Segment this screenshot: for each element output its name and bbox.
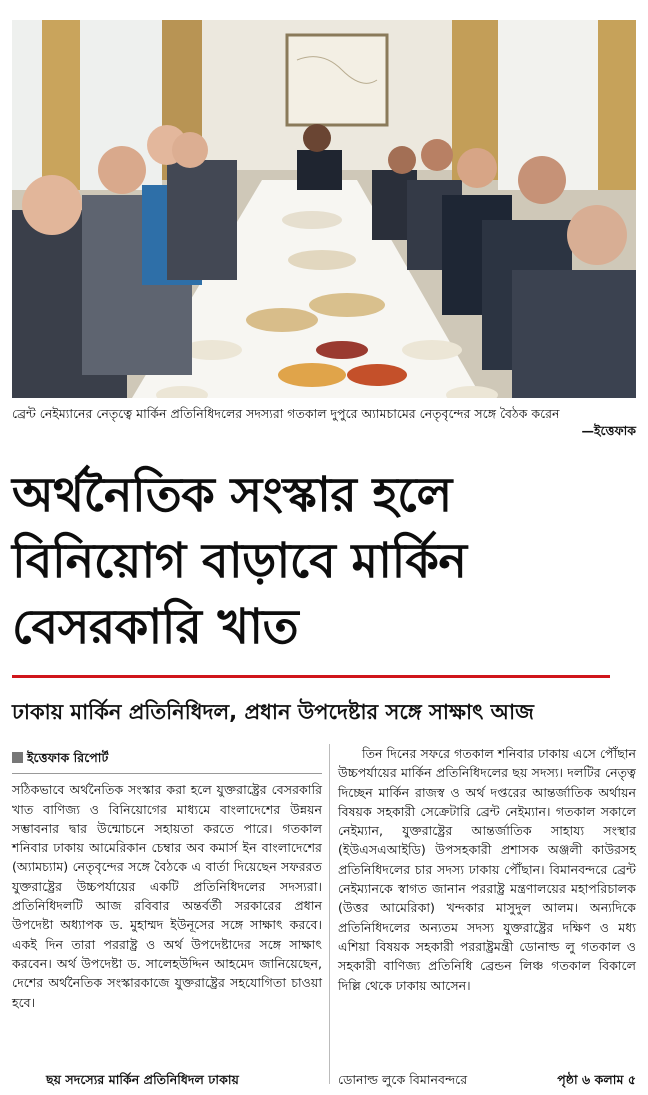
caption-text: ব্রেন্ট নেইম্যানের নেতৃত্বে মার্কিন প্রতিনিধিদলের সদস্যরা গতকাল দুপুরে অ্যামচামের নেতৃবৃন্দের সঙ্গে বৈঠক করেন: [12, 406, 560, 421]
byline-text: ইত্তেফাক রিপোর্ট: [27, 750, 109, 765]
meeting-photo: [12, 20, 636, 398]
subsection-heading: ছয় সদস্যের মার্কিন প্রতিনিধিদল ঢাকায়: [46, 1072, 239, 1087]
photo-credit: —ইত্তেফাক: [581, 423, 636, 438]
photo-caption: [12, 405, 636, 438]
headline-line-2: বিনিয়োগ বাড়াবে মার্কিন: [12, 533, 467, 589]
continuation-link[interactable]: পৃষ্ঠা ৬ কলাম ৫: [557, 1072, 636, 1087]
headline-line-3: বেসরকারি খাত: [12, 599, 299, 655]
headline: [12, 462, 636, 660]
headline-line-1: অর্থনৈতিক সংস্কার হলে: [12, 467, 452, 523]
byline-divider: [12, 773, 322, 774]
article-column-left: [12, 748, 322, 1012]
byline: [12, 748, 322, 767]
byline-square-icon: [12, 752, 23, 763]
subheadline: ঢাকায় মার্কিন প্রতিনিধিদল, প্রধান উপদেষ্টার সঙ্গে সাক্ষাৎ আজ: [12, 700, 534, 724]
article-last-line: ডোনাল্ড লুকে বিমানবন্দরে: [338, 1072, 468, 1087]
article-tail: [338, 1072, 636, 1092]
headline-rule: [12, 675, 610, 678]
article-body-left: সঠিকভাবে অর্থনৈতিক সংস্কার করা হলে যুক্তরাষ্ট্রের বেসরকারি খাত বাণিজ্য ও বিনিয়োগের মাধ্যমে বাংলাদেশের উন্নয়ন সম্ভাবনার দ্বার উন্মোচনে সহায়তা করতে পারে। গতকাল শনিবার ঢাকায় আমেরিকান চেম্বার অব কমার্স ইন বাংলাদেশের (অ্যামচ্যাম) নেতৃবৃন্দের সঙ্গে বৈঠকে এ বার্তা দিয়েছেন সফররত যুক্তরাষ্ট্রের উচ্চপর্যায়ের একটি প্রতিনিধিদলের সদস্যরা। প্রতিনিধিদলটি আজ রবিবার অন্তর্বর্তী সরকারের প্রধান উপদেষ্টা অধ্যাপক ড. মুহাম্মদ ইউনূসের সঙ্গে সাক্ষাৎ করবে। একই দিন তারা পররাষ্ট্র ও অর্থ উপদেষ্টাদের সঙ্গে সাক্ষাৎ করবেন। অর্থ উপদেষ্টা ড. সালেহউদ্দিন আহমেদ জানিয়েছেন, দেশের অর্থনৈতিক সংস্কারকাজে যুক্তরাষ্ট্রের সহযোগিতা চাওয়া হবে।: [12, 782, 322, 1010]
article-column-right: [338, 744, 636, 995]
column-divider: [329, 744, 330, 1084]
article-body-right: তিন দিনের সফরে গতকাল শনিবার ঢাকায় এসে পৌঁছান উচ্চপর্যায়ের মার্কিন প্রতিনিধিদলের ছয় সদস্য। দলটির নেতৃত্ব দিচ্ছেন মার্কিন রাজস্ব ও অর্থ দপ্তরের আন্তর্জাতিক অর্থায়ন বিষয়ক সহকারী সেক্রেটারি ব্রেন্ট নেইম্যান। গতকাল সকালে নেইম্যান, যুক্তরাষ্ট্রের আন্তর্জাতিক সাহায্য সংস্থার (ইউএসএআইডি) উপসহকারী প্রশাসক অঞ্জলী কাউরসহ প্রতিনিধিদলের চার সদস্য ঢাকায় পৌঁছান। বিমানবন্দরে ব্রেন্ট নেইম্যানকে স্বাগত জানান পররাষ্ট্র মন্ত্রণালয়ের মহাপরিচালক (উত্তর আমেরিকা) খন্দকার মাসুদুল আলম। অন্যদিকে প্রতিনিধিদলের অন্যতম সদস্য যুক্তরাষ্ট্রের দক্ষিণ ও মধ্য এশিয়া বিষয়ক সহকারী পররাষ্ট্রমন্ত্রী ডোনাল্ড লু গতকাল ও সহকারী বাণিজ্য প্রতিনিধি ব্রেন্ডন লিঞ্চ গতকাল বিকালে দিল্লি থেকে ঢাকায় আসেন।: [338, 746, 636, 993]
